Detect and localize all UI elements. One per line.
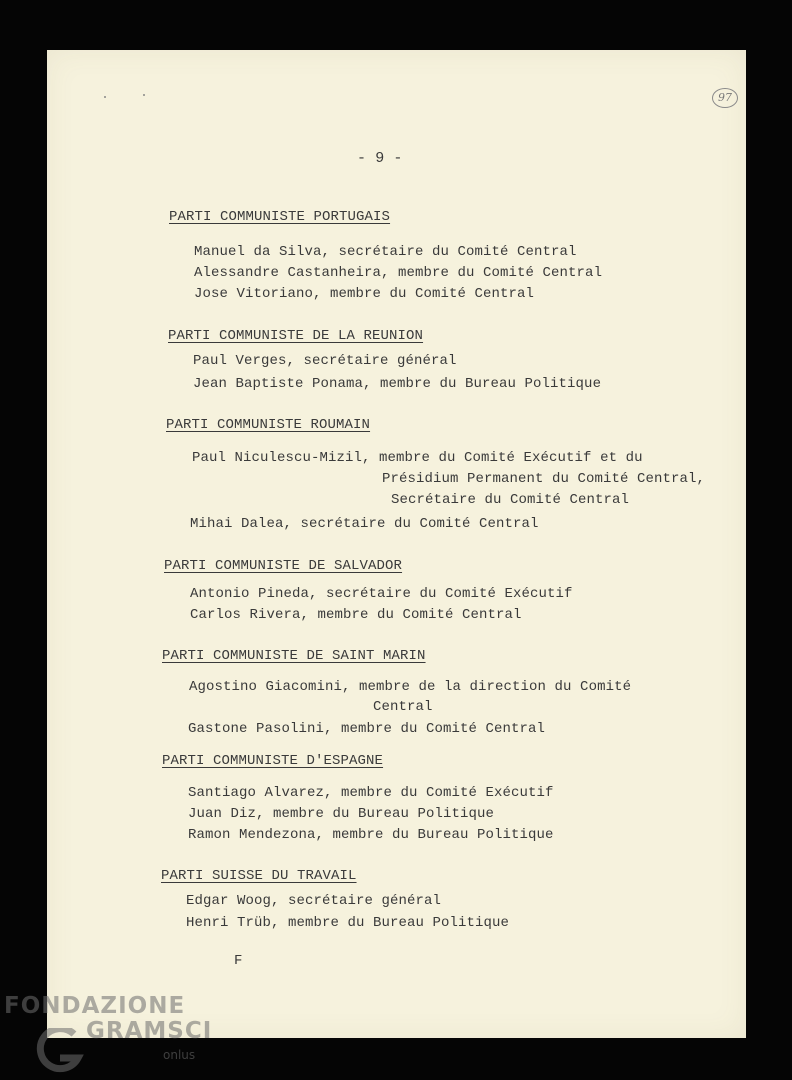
member-line: Jose Vitoriano, membre du Comité Central: [194, 286, 535, 302]
section-heading: PARTI COMMUNISTE DE SAINT MARIN: [162, 648, 426, 664]
watermark-line-3: onlus: [163, 1048, 196, 1062]
member-line: Carlos Rivera, membre du Comité Central: [190, 607, 522, 623]
member-line: Edgar Woog, secrétaire général: [186, 893, 442, 909]
member-line: Paul Verges, secrétaire général: [193, 353, 457, 369]
member-line: Juan Diz, membre du Bureau Politique: [188, 806, 495, 822]
archive-number-stamp: 97: [712, 88, 738, 108]
watermark-line-2: GRAMSCI: [86, 1018, 213, 1044]
fondazione-logo-icon: [30, 1028, 90, 1076]
member-line: Mihai Dalea, secrétaire du Comité Central: [190, 516, 539, 532]
member-line: Antonio Pineda, secrétaire du Comité Exécutif: [190, 586, 573, 602]
section-heading: PARTI COMMUNISTE DE SALVADOR: [164, 558, 403, 574]
member-line: Gastone Pasolini, membre du Comité Central: [188, 721, 546, 737]
section-heading: PARTI COMMUNISTE DE LA REUNION: [168, 328, 424, 344]
member-line: Central: [373, 699, 433, 715]
footer-letter: F: [234, 953, 243, 969]
member-line: Présidium Permanent du Comité Central,: [382, 471, 706, 487]
paper-speck: [104, 96, 106, 98]
member-line: Alessandre Castanheira, membre du Comité Central: [194, 265, 603, 281]
document-page: [47, 50, 746, 1038]
member-line: Jean Baptiste Ponama, membre du Bureau Politique: [193, 376, 602, 392]
member-line: Agostino Giacomini, membre de la direction du Comité: [189, 679, 632, 695]
page-number: - 9 -: [357, 150, 403, 167]
member-line: Henri Trüb, membre du Bureau Politique: [186, 915, 510, 931]
section-heading: PARTI SUISSE DU TRAVAIL: [161, 868, 357, 884]
member-line: Santiago Alvarez, membre du Comité Exécutif: [188, 785, 554, 801]
member-line: Paul Niculescu-Mizil, membre du Comité Exécutif et du: [192, 450, 643, 466]
section-heading: PARTI COMMUNISTE PORTUGAIS: [169, 209, 391, 225]
section-heading: PARTI COMMUNISTE D'ESPAGNE: [162, 753, 384, 769]
section-heading: PARTI COMMUNISTE ROUMAIN: [166, 417, 371, 433]
member-line: Manuel da Silva, secrétaire du Comité Central: [194, 244, 577, 260]
paper-speck: [143, 94, 145, 96]
member-line: Secrétaire du Comité Central: [391, 492, 630, 508]
watermark-line-1: FONDAZIONE: [4, 993, 186, 1019]
member-line: Ramon Mendezona, membre du Bureau Politique: [188, 827, 554, 843]
